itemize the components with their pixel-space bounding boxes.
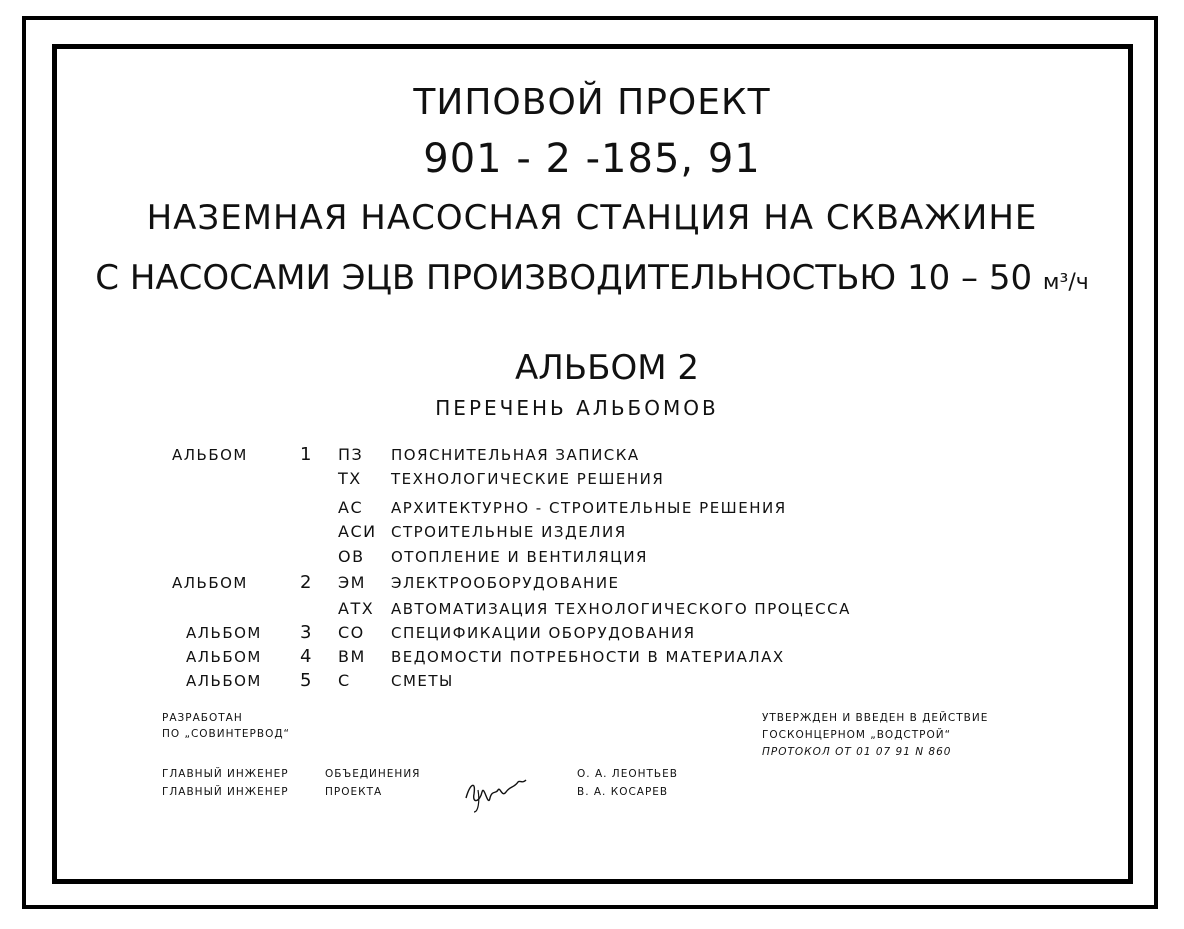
album-title: АЛЬБОМ 2	[514, 348, 699, 388]
row-album: АЛЬБОМ	[186, 672, 262, 690]
row-code: АТХ	[338, 599, 375, 618]
row-title: СПЕЦИФИКАЦИИ ОБОРУДОВАНИЯ	[391, 624, 696, 642]
row-num: 2	[300, 572, 313, 593]
signature-role: ГЛАВНЫЙ ИНЖЕНЕР	[162, 768, 289, 780]
row-album: АЛЬБОМ	[172, 574, 248, 592]
row-album: АЛЬБОМ	[186, 648, 262, 666]
approval-protocol: ПРОТОКОЛ ОТ 01 07 91 N 860	[762, 746, 952, 758]
signature-scope: ОБЪЕДИНЕНИЯ	[325, 768, 421, 780]
handwritten-signature-icon	[462, 768, 532, 814]
developer-label: РАЗРАБОТАН	[162, 712, 243, 724]
row-title: АРХИТЕКТУРНО - СТРОИТЕЛЬНЫЕ РЕШЕНИЯ	[391, 499, 787, 517]
row-code: ЭМ	[338, 573, 366, 592]
approval-line1: УТВЕРЖДЕН И ВВЕДЕН В ДЕЙСТВИЕ	[762, 712, 989, 724]
row-code: ВМ	[338, 647, 366, 666]
row-title: ОТОПЛЕНИЕ И ВЕНТИЛЯЦИЯ	[391, 548, 648, 566]
row-album: АЛЬБОМ	[186, 624, 262, 642]
row-code: ТХ	[338, 469, 362, 488]
signature-name: О. А. ЛЕОНТЬЕВ	[577, 768, 678, 780]
row-album: АЛЬБОМ	[172, 446, 248, 464]
row-code: СО	[338, 623, 365, 642]
row-code: С	[338, 671, 351, 690]
row-title: ВЕДОМОСТИ ПОТРЕБНОСТИ В МАТЕРИАЛАХ	[391, 648, 785, 666]
row-code: АС	[338, 498, 364, 517]
capacity-unit: м³/ч	[1042, 270, 1089, 295]
row-num: 3	[300, 622, 313, 643]
album-list-title: ПЕРЕЧЕНЬ АЛЬБОМОВ	[435, 396, 719, 420]
row-num: 1	[300, 444, 313, 465]
approval-line2: ГОСКОНЦЕРНОМ „ВОДСТРОЙ“	[762, 729, 952, 741]
signature-name: В. А. КОСАРЕВ	[577, 786, 669, 798]
developer-org: ПО „СОВИНТЕРВОД“	[162, 728, 290, 740]
row-num: 5	[300, 670, 313, 691]
row-title: СТРОИТЕЛЬНЫЕ ИЗДЕЛИЯ	[391, 523, 627, 541]
signature-role: ГЛАВНЫЙ ИНЖЕНЕР	[162, 786, 289, 798]
project-title-line2	[0, 258, 1184, 298]
doc-type-title: ТИПОВОЙ ПРОЕКТ	[413, 82, 771, 123]
row-code: ОВ	[338, 547, 365, 566]
project-title-line2-text: С НАСОСАМИ ЭЦВ ПРОИЗВОДИТЕЛЬНОСТЬЮ 10 – 50	[95, 258, 1033, 298]
row-code: АСИ	[338, 522, 377, 541]
project-title-line1: НАЗЕМНАЯ НАСОСНАЯ СТАНЦИЯ НА СКВАЖИНЕ	[146, 198, 1038, 238]
row-title: ЭЛЕКТРООБОРУДОВАНИЕ	[391, 574, 620, 592]
row-title: ТЕХНОЛОГИЧЕСКИЕ РЕШЕНИЯ	[391, 470, 665, 488]
row-title: СМЕТЫ	[391, 672, 454, 690]
signature-scope: ПРОЕКТА	[325, 786, 383, 798]
row-num: 4	[300, 646, 313, 667]
row-title: ПОЯСНИТЕЛЬНАЯ ЗАПИСКА	[391, 446, 640, 464]
project-number: 901 - 2 -185, 91	[423, 136, 761, 182]
row-title: АВТОМАТИЗАЦИЯ ТЕХНОЛОГИЧЕСКОГО ПРОЦЕССА	[391, 600, 851, 618]
row-code: ПЗ	[338, 445, 364, 464]
